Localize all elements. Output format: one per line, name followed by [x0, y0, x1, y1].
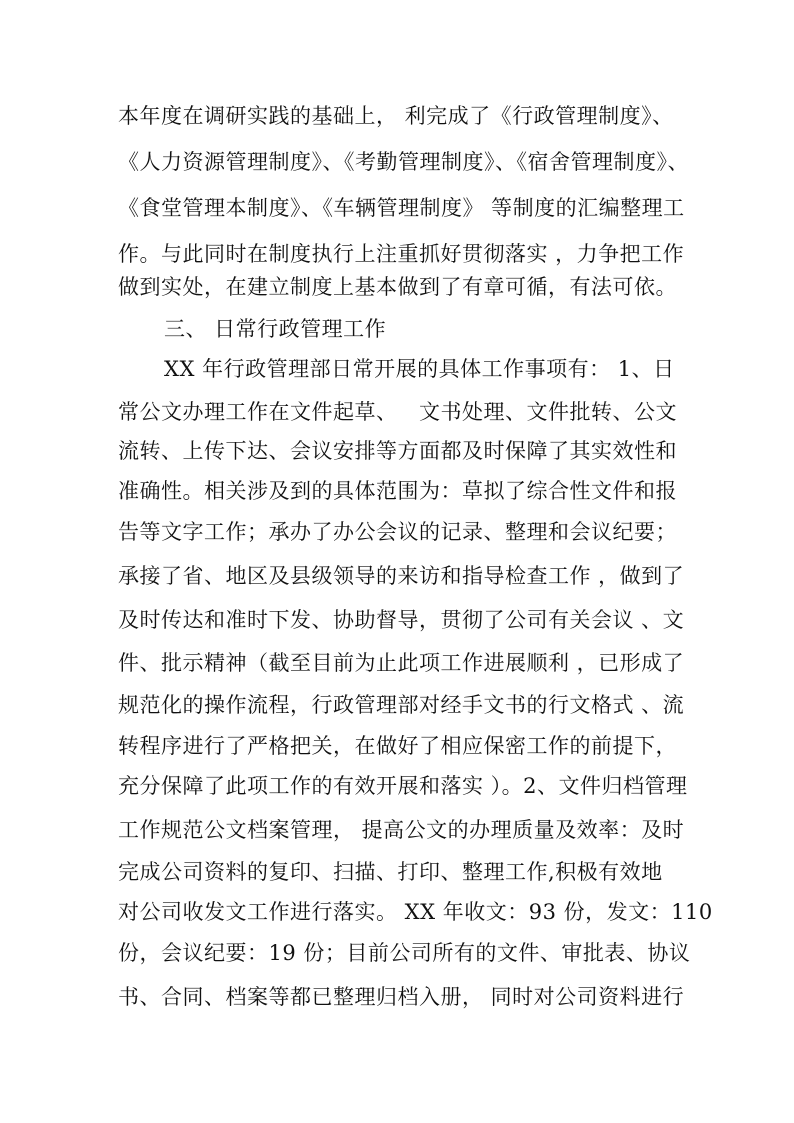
text-line: 件、批示精神（截至目前为止此项工作进展顺利 ，已形成了 [118, 651, 685, 675]
text-line: 作。与此同时在制度执行上注重抓好贯彻落实 ，力争把工作 [118, 242, 685, 266]
text-line: 工作规范公文档案管理， 提高公文的办理质量及效率：及时 [118, 818, 685, 842]
text-line: 《人力资源管理制度》、《考勤管理制度》、《宿舍管理制度》、 [118, 150, 689, 174]
text-line: 准确性。相关涉及到的具体范围为：草拟了综合性文件和报 [118, 479, 677, 503]
text-line: 书、合同、档案等都已整理归档入册， 同时对公司资料进行 [118, 985, 685, 1009]
text-line: 常公文办理工作在文件起草、 文书处理、文件批转、公文 [118, 400, 678, 424]
text-line: 流转、上传下达、会议安排等方面都及时保障了其实效性和 [118, 439, 677, 463]
text-line: 对公司收发文工作进行落实。 XX 年收文：93 份，发文：110 [118, 900, 713, 924]
text-line: 规范化的操作流程，行政管理部对经手文书的行文格式 、流 [118, 693, 685, 717]
text-line: 做到实处，在建立制度上基本做到了有章可循，有法可依。 [118, 275, 677, 299]
text-line: 充分保障了此项工作的有效开展和落实 ）。2、文件归档管理 [118, 774, 688, 798]
text-line: 《食堂管理本制度》、《车辆管理制度》 等制度的汇编整理工 [118, 196, 685, 220]
text-line: XX 年行政管理部日常开展的具体工作事项有： 1、日 [164, 357, 675, 381]
text-line: 本年度在调研实践的基础上， 利完成了《行政管理制度》、 [118, 104, 674, 128]
text-line: 完成公司资料的复印、扫描、打印、整理工作,积极有效地 [118, 860, 663, 884]
text-line: 份，会议纪要：19 份；目前公司所有的文件、审批表、协议 [118, 941, 691, 965]
section-heading: 三、 日常行政管理工作 [164, 317, 387, 341]
text-line: 承接了省、地区及县级领导的来访和指导检查工作 ，做到了 [118, 564, 685, 588]
text-line: 告等文字工作；承办了办公会议的记录、整理和会议纪要； [118, 520, 677, 544]
text-line: 及时传达和准时下发、协助督导，贯彻了公司有关会议 、文 [118, 608, 685, 632]
text-line: 转程序进行了严格把关，在做好了相应保密工作的前提下， [118, 734, 677, 758]
